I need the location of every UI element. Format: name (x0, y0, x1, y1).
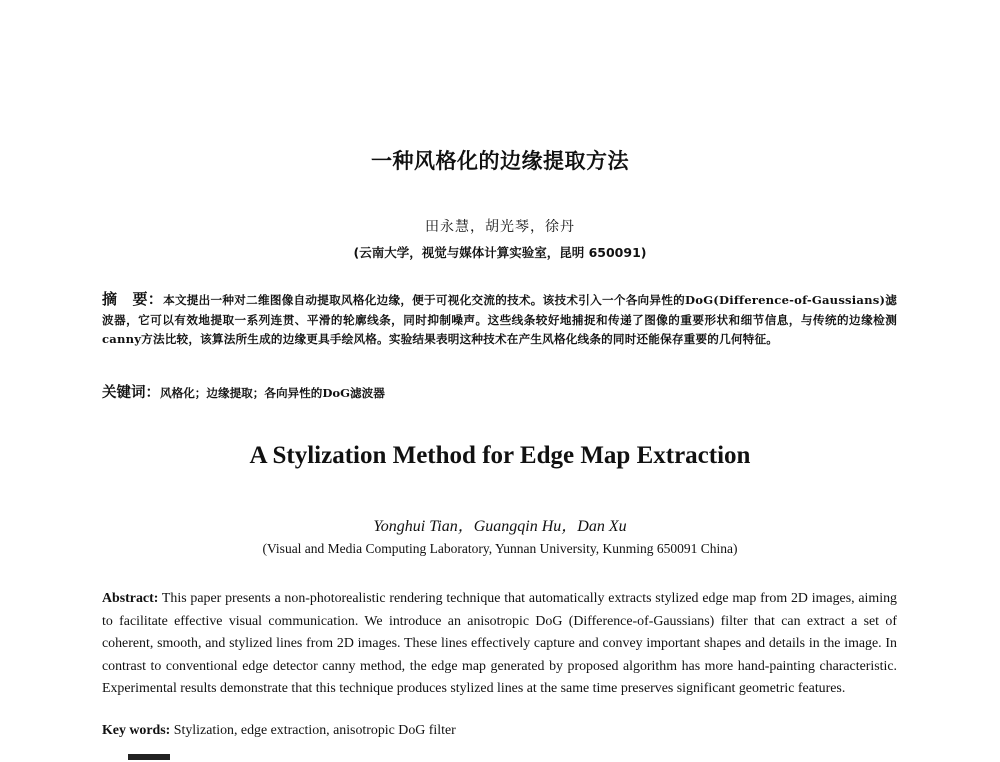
english-keywords-label: Key words: (102, 723, 171, 738)
english-authors: Yonghui Tian，Guangqin Hu，Dan Xu (373, 518, 627, 535)
next-section-heading-fragment (118, 752, 198, 762)
chinese-abstract (102, 290, 897, 350)
english-abstract (102, 588, 897, 701)
english-affiliation: (Visual and Media Computing Laboratory, Yunnan University, Kunming 650091 China) (262, 541, 738, 556)
english-title: A Stylization Method for Edge Map Extraction (249, 442, 751, 469)
chinese-keywords-text: 风格化；边缘提取；各向异性的DoG滤波器 (160, 386, 385, 400)
chinese-abstract-label: 摘 要： (102, 290, 164, 308)
english-abstract-text: This paper presents a non-photorealistic rendering technique that automatically extracts stylized edge map from 2D images, aiming to facilitate effective visual communication. We introduce an anisotropic DoG (Difference-of-Gaussians) filter that can extract a set of coherent, smooth, and stylized lines from 2D images. These lines effectively capture and convey important shapes and details in the image. In contrast to conventional edge detector canny method, the edge map generated by proposed algorithm has more hand-painting characteristic. Experimental results demonstrate that this technique produces stylized lines at the same time preserves significant geometric features. (102, 591, 897, 696)
english-keywords (102, 723, 897, 739)
chinese-keywords-label: 关键词： (102, 385, 160, 401)
english-keywords-text: Stylization, edge extraction, anisotropic DoG filter (173, 723, 456, 738)
cut-off-text-mark (128, 754, 170, 760)
english-abstract-label: Abstract: (102, 591, 159, 606)
chinese-affiliation: (云南大学，视觉与媒体计算实验室，昆明 650091) (353, 245, 647, 260)
chinese-title: 一种风格化的边缘提取方法 (371, 149, 629, 173)
chinese-keywords (102, 381, 897, 402)
chinese-authors: 田永慧，胡光琴，徐丹 (425, 219, 575, 235)
chinese-abstract-text: 本文提出一种对二维图像自动提取风格化边缘，便于可视化交流的技术。该技术引入一个各向异性的DoG(Difference-of-Gaussians)滤波器，它可以有效地提取一系列连贯、平滑的轮廓线条，同时抑制噪声。这些线条较好地捕捉和传递了图像的重要形状和细节信息，与传统的边缘检测canny方法比较，该算法所生成的边缘更具手绘风格。实验结果表明这种技术在产生风格化线条的同时还能保存重要的几何特征。 (102, 293, 897, 346)
